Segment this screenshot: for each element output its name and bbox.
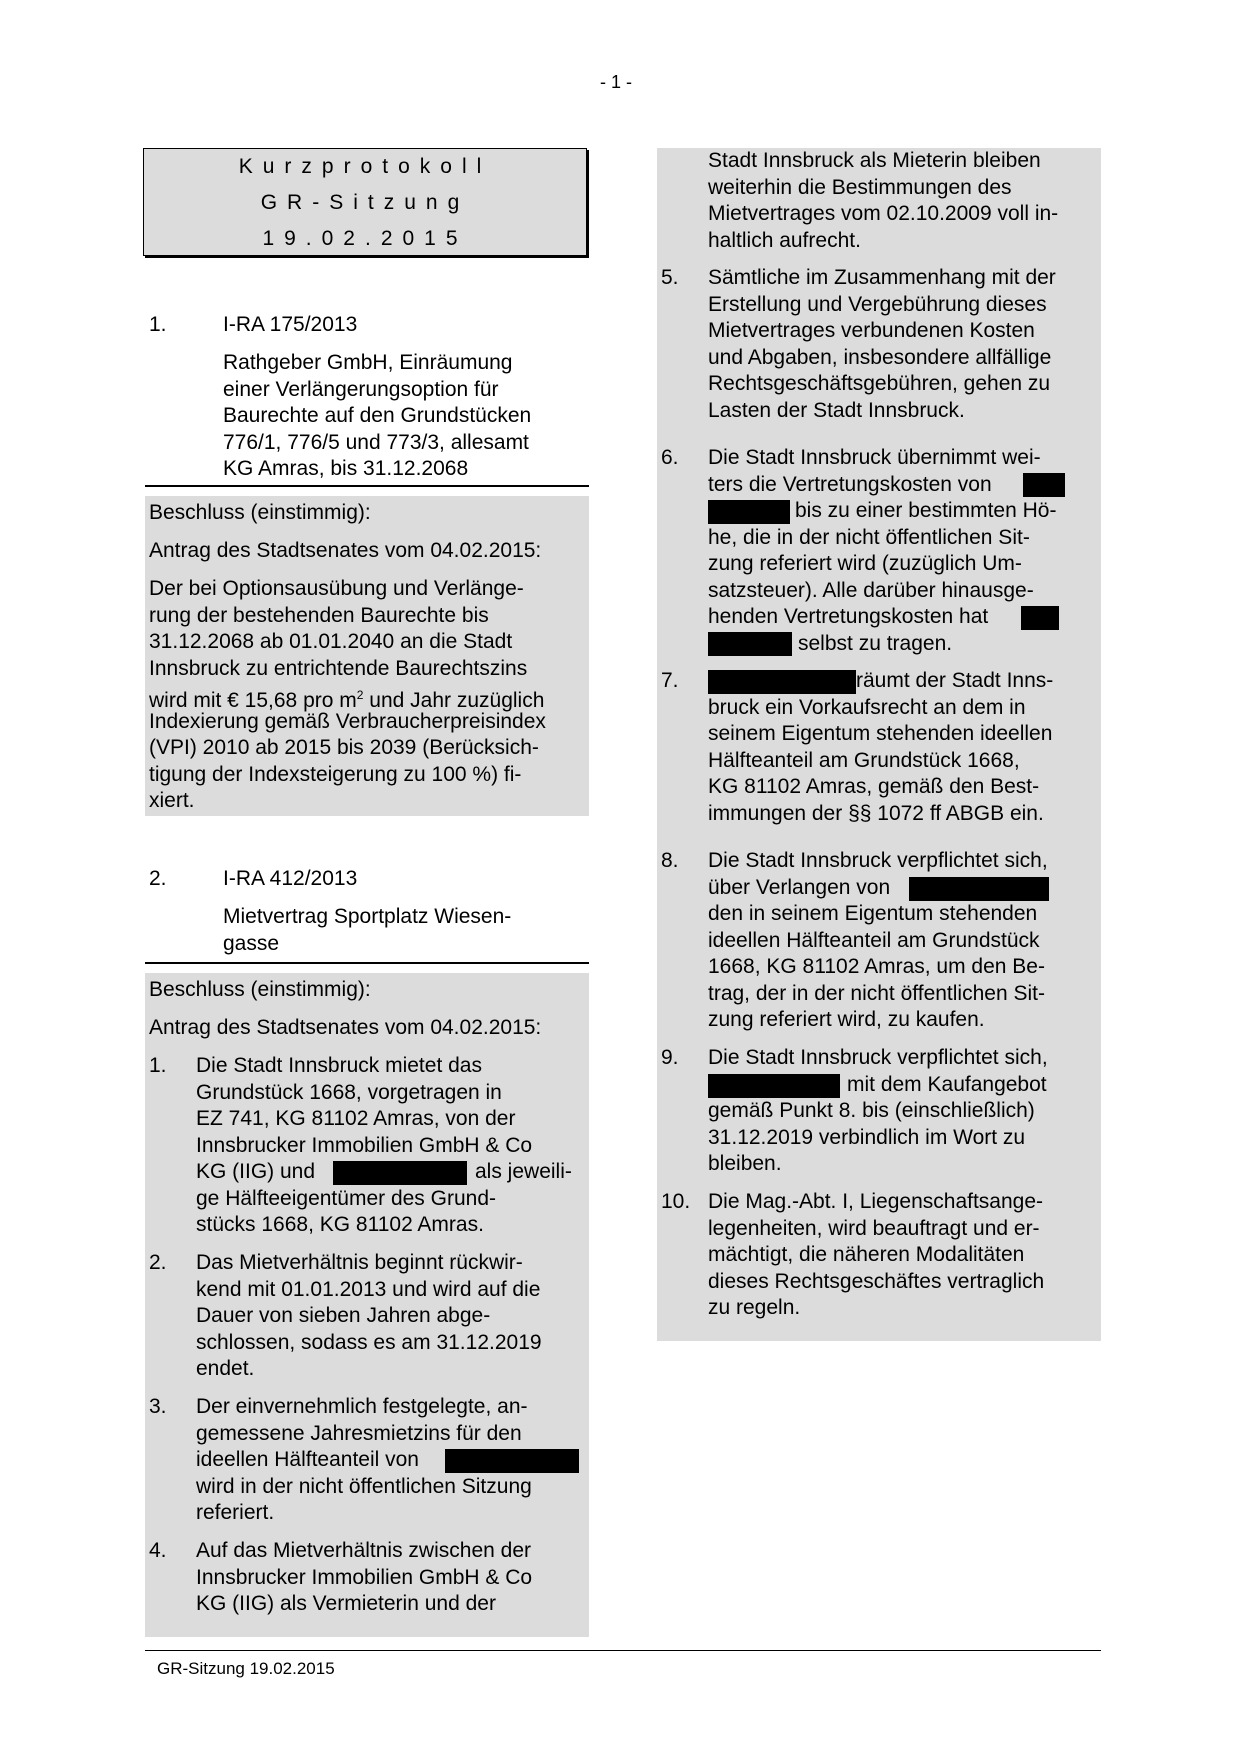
subject-line: einer Verlängerungsoption für: [223, 377, 499, 401]
item2-antrag: Antrag des Stadtsenates vom 04.02.2015:: [149, 1016, 542, 1039]
point-line: legenheiten, wird beauftragt und er-: [708, 1216, 1040, 1240]
divider: [145, 485, 589, 487]
point-line: zung referiert wird (zuzüglich Um-: [708, 552, 1022, 575]
point-line: dieses Rechtsgeschäftes vertraglich: [708, 1269, 1045, 1293]
resolution-line: (VPI) 2010 ab 2015 bis 2039 (Berücksich-: [149, 736, 539, 759]
point-line: KG (IIG) und: [196, 1160, 316, 1183]
point-line: satzsteuer). Alle darüber hinausge-: [708, 578, 1034, 602]
resolution-line: 31.12.2068 ab 01.01.2040 an die Stadt: [149, 630, 513, 653]
point-line: als jeweili-: [475, 1160, 572, 1183]
redaction-bar: [1023, 473, 1065, 497]
item2-resolution-right: [657, 148, 1101, 1341]
point-line: 1668, KG 81102 Amras, um den Be-: [708, 955, 1045, 978]
title-box: [143, 148, 587, 256]
point-line: ters die Vertretungskosten von: [708, 472, 992, 496]
point-line: Dauer von sieben Jahren abge-: [196, 1304, 491, 1327]
redaction-bar: [708, 670, 856, 694]
redaction-bar: [708, 1074, 840, 1098]
point-line: Die Stadt Innsbruck mietet das: [196, 1054, 482, 1077]
point-line: ideellen Hälfteanteil am Grundstück: [708, 928, 1040, 952]
resolution-line: Indexierung gemäß Verbraucherpreisindex: [149, 709, 546, 733]
resolution-line: Der bei Optionsausübung und Verlänge-: [149, 577, 524, 600]
resolution-line: rung der bestehenden Baurechte bis: [149, 603, 489, 627]
point-line: bis zu einer bestimmten Hö-: [795, 499, 1057, 522]
point-line: stücks 1668, KG 81102 Amras.: [196, 1213, 484, 1236]
point-line: ideellen Hälfteanteil von: [196, 1448, 419, 1471]
point-line: Der einvernehmlich festgelegte, an-: [196, 1395, 528, 1418]
subject-line: Rathgeber GmbH, Einräumung: [223, 351, 513, 374]
point-line: Innsbrucker Immobilien GmbH & Co: [196, 1133, 533, 1157]
subject-line: KG Amras, bis 31.12.2068: [223, 457, 469, 480]
point-line: Erstellung und Vergebührung dieses: [708, 292, 1047, 316]
item2-resolution-left: [145, 973, 589, 1637]
item1-reference: I-RA 175/2013: [223, 313, 358, 336]
point-line: mächtigt, die näheren Modalitäten: [708, 1243, 1025, 1266]
point-number: 8.: [661, 849, 679, 872]
title-line-3: 19.02.2015: [262, 227, 468, 250]
point-line: Die Stadt Innsbruck verpflichtet sich,: [708, 1046, 1048, 1069]
point-line: 31.12.2019 verbindlich im Wort zu: [708, 1125, 1026, 1149]
subject-line: Baurechte auf den Grundstücken: [223, 404, 532, 427]
point-number: 7.: [661, 669, 679, 692]
point-line: Die Mag.-Abt. I, Liegenschaftsange-: [708, 1190, 1044, 1213]
point-line: ge Hälfteeigentümer des Grund-: [196, 1186, 496, 1210]
resolution-line: tigung der Indexsteigerung zu 100 %) fi-: [149, 762, 522, 786]
point-number: 10.: [661, 1190, 691, 1213]
point-line: Mietvertrages vom 02.10.2009 voll in-: [708, 202, 1059, 225]
point-line: Das Mietverhältnis beginnt rückwir-: [196, 1251, 523, 1274]
point-line: EZ 741, KG 81102 Amras, von der: [196, 1107, 516, 1130]
text-part: und Jahr zuzüglich: [369, 689, 545, 712]
point-line: wird in der nicht öffentlichen Sitzung: [196, 1474, 532, 1498]
point-line: henden Vertretungskosten hat: [708, 605, 989, 628]
redaction-bar: [909, 877, 1049, 901]
point-line: zu regeln.: [708, 1296, 801, 1319]
redaction-bar: [445, 1449, 579, 1473]
point-line: Die Stadt Innsbruck übernimmt wei-: [708, 446, 1041, 469]
item1-resolution: [145, 496, 589, 816]
point-line: gemessene Jahresmietzins für den: [196, 1421, 522, 1445]
point-line: Grundstück 1668, vorgetragen in: [196, 1080, 502, 1104]
point-line: immungen der §§ 1072 ff ABGB ein.: [708, 801, 1044, 825]
redaction-bar: [708, 632, 792, 656]
item1-number: 1.: [149, 313, 167, 336]
point-line: referiert.: [196, 1501, 275, 1524]
resolution-line: Innsbruck zu entrichtende Baurechtszins: [149, 656, 528, 680]
divider: [145, 962, 589, 964]
point-line: Auf das Mietverhältnis zwischen der: [196, 1539, 531, 1562]
point-number: 6.: [661, 446, 679, 469]
text-part: wird mit € 15,68 pro m: [149, 689, 357, 712]
footer-rule: [145, 1650, 1101, 1651]
point-line: zung referiert wird, zu kaufen.: [708, 1008, 985, 1031]
redaction-bar: [333, 1161, 467, 1185]
point-line: Rechtsgeschäftsgebühren, gehen zu: [708, 372, 1051, 395]
superscript: 2: [356, 688, 364, 702]
point-line: seinem Eigentum stehenden ideellen: [708, 722, 1053, 745]
point-number: 4.: [149, 1539, 167, 1562]
point-number: 3.: [149, 1395, 167, 1418]
point-line: he, die in der nicht öffentlichen Sit-: [708, 525, 1030, 549]
point-line: weiterhin die Bestimmungen des: [708, 175, 1012, 199]
footer-text: GR-Sitzung 19.02.2015: [157, 1659, 335, 1678]
point-line: Stadt Innsbruck als Mieterin bleiben: [708, 149, 1041, 172]
point-line: KG 81102 Amras, gemäß den Best-: [708, 775, 1040, 798]
page-number: - 1 -: [600, 72, 633, 92]
subject-line: gasse: [223, 931, 280, 955]
title-line-2: GR-Sitzung: [260, 191, 470, 214]
point-number: 1.: [149, 1054, 167, 1077]
point-line: haltlich aufrecht.: [708, 228, 861, 252]
resolution-line: xiert.: [149, 789, 195, 812]
point-line: KG (IIG) als Vermieterin und der: [196, 1592, 496, 1615]
point-line: Die Stadt Innsbruck verpflichtet sich,: [708, 849, 1048, 872]
point-line: über Verlangen von: [708, 875, 891, 899]
point-line: räumt der Stadt Inns-: [856, 669, 1054, 692]
point-line: gemäß Punkt 8. bis (einschließlich): [708, 1099, 1035, 1122]
point-line: Lasten der Stadt Innsbruck.: [708, 398, 965, 422]
title-line-1: Kurzprotokoll: [238, 155, 492, 178]
subject-line: 776/1, 776/5 und 773/3, allesamt: [223, 430, 529, 454]
point-line: Hälfteanteil am Grundstück 1668,: [708, 748, 1020, 772]
point-number: 9.: [661, 1046, 679, 1069]
point-line: Innsbrucker Immobilien GmbH & Co: [196, 1565, 533, 1589]
point-line: mit dem Kaufangebot: [847, 1072, 1047, 1096]
item1-decision: Beschluss (einstimmig):: [149, 501, 371, 524]
point-line: den in seinem Eigentum stehenden: [708, 902, 1038, 925]
point-line: trag, der in der nicht öffentlichen Sit-: [708, 981, 1045, 1005]
point-line: bleiben.: [708, 1152, 782, 1175]
point-line: kend mit 01.01.2013 und wird auf die: [196, 1277, 541, 1301]
point-line: schlossen, sodass es am 31.12.2019: [196, 1330, 542, 1354]
point-line: bruck ein Vorkaufsrecht an dem in: [708, 695, 1026, 719]
item1-antrag: Antrag des Stadtsenates vom 04.02.2015:: [149, 539, 542, 562]
item2-decision: Beschluss (einstimmig):: [149, 978, 371, 1001]
redaction-bar: [1021, 606, 1059, 630]
subject-line: Mietvertrag Sportplatz Wiesen-: [223, 905, 512, 928]
point-line: und Abgaben, insbesondere allfällige: [708, 345, 1052, 369]
item2-number: 2.: [149, 867, 167, 890]
point-line: endet.: [196, 1357, 255, 1380]
redaction-bar: [708, 500, 790, 524]
point-number: 5.: [661, 266, 679, 289]
point-line: Sämtliche im Zusammenhang mit der: [708, 266, 1056, 289]
point-line: selbst zu tragen.: [798, 631, 953, 655]
point-line: Mietvertrages verbundenen Kosten: [708, 319, 1035, 342]
point-number: 2.: [149, 1251, 167, 1274]
item2-reference: I-RA 412/2013: [223, 867, 358, 890]
